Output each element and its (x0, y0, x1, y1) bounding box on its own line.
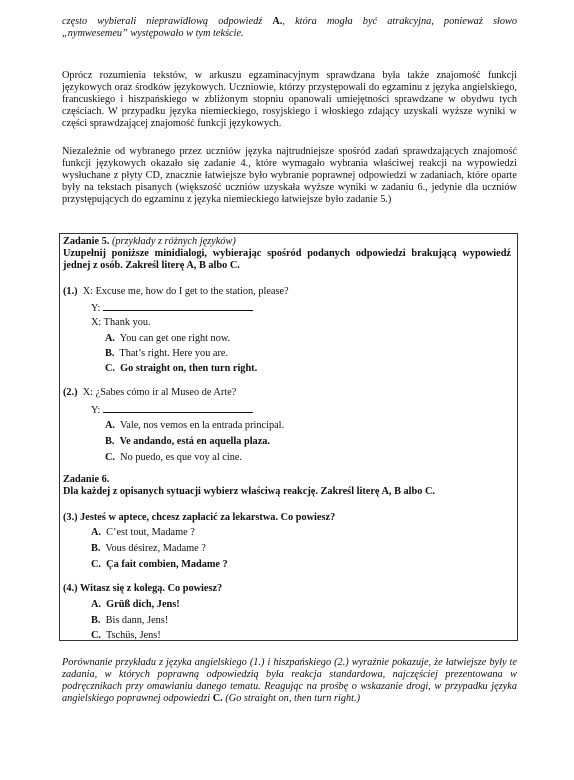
conclusion-text-b: (Go straight on, then turn right.) (222, 693, 361, 704)
q4-option-a-letter: A. (91, 599, 102, 610)
q3-option-c (91, 559, 228, 571)
intro-p0-line2: „nymwesemeu” występowało w tym tekście. (62, 28, 244, 39)
q4-option-a (91, 599, 180, 611)
q4-option-b-text: Bis dann, Jens! (105, 615, 169, 626)
q4-option-c-letter: C. (91, 630, 102, 641)
task6-instruction: Dla każdej z opisanych sytuacji wybierz właściwą reakcję. Zakreśl literę A, B albo C. (63, 486, 435, 497)
q2-option-c-letter: C. (105, 452, 116, 463)
q4-option-c (91, 630, 161, 642)
q1-option-a-text: You can get one right now. (119, 333, 231, 344)
intro-paragraph-1: Oprócz rozumienia tekstów, w arkuszu egzaminacyjnym sprawdzana była także znajomość funkcji językowych oraz środków językowych. Uczniowie, którzy przystępowali do egzaminu z języka angielskiego, francuskiego i hiszpańskiego w zbliżonym stopniu opanowali umiejętności sprawdzane w obydwu tych częściach. W przypadku języka niemieckiego, rosyjskiego i włoskiego zdający uzyskali wyższe wyniki w części sprawdzającej znajomość funkcji językowych. (62, 70, 517, 129)
q1-line-x2: X: Thank you. (91, 317, 151, 328)
intro-paragraph-0 (62, 16, 517, 42)
q4-option-c-text: Tschüs, Jens! (105, 630, 161, 641)
q3-option-a-letter: A. (91, 527, 102, 538)
intro-p0-line1 (62, 16, 517, 28)
q2-option-b-text: Ve andando, está en aquella plaza. (119, 436, 270, 447)
q2-y-label: Y: (91, 405, 101, 416)
q3-option-b (91, 543, 206, 555)
q1-number: (1.) (63, 286, 78, 297)
q1-line-y (91, 301, 253, 315)
q2-x-text: X: ¿Sabes cómo ir al Museo de Arte? (82, 387, 237, 398)
q2-option-a-text: Vale, nos vemos en la entrada principal. (119, 420, 285, 431)
q1-line-x (63, 286, 289, 298)
q2-option-a (105, 420, 284, 432)
q3-option-a-text: C’est tout, Madame ? (106, 527, 195, 538)
intro-paragraph-2: Niezależnie od wybranego przez uczniów języka najtrudniejsze spośród zadań sprawdzających znajomość funkcji językowych okazało się zadanie 4., które wymagało wybrania właściwej reakcji na wypowiedzi wysłuchane z płyty CD, znacznie łatwiejsze było wybranie poprawnej odpowiedzi w zadaniach, które oparte były na tekstach pisanych (większość uczniów uzyskała wyższe wyniki w zadaniu 6., jedynie dla uczniów przystępujących do egzaminu z języka niemieckiego łatwiejsze było zadanie 5.) (62, 146, 517, 205)
conclusion-paragraph (62, 657, 517, 705)
task5-instruction: Uzupełnij poniższe minidialogi, wybierając spośród podanych odpowiedzi brakującą wypowiedź jednej z osób. Zakreśl literę A, B albo C. (63, 248, 511, 271)
q1-option-b-text: That’s right. Here you are. (119, 348, 229, 359)
q1-y-label: Y: (91, 303, 101, 314)
task5-heading (63, 236, 236, 248)
q3-prompt: (3.) Jesteś w aptece, chcesz zapłacić za lekarstwa. Co powiesz? (63, 512, 336, 523)
q2-line-y (91, 403, 253, 417)
q3-option-a (91, 527, 195, 539)
intro-p0-text-b: , która mogła być atrakcyjna, ponieważ słowo (282, 16, 517, 27)
q1-option-a (105, 333, 230, 345)
q2-option-b (105, 436, 270, 448)
q2-line-x (63, 387, 236, 399)
q2-option-c (105, 452, 242, 464)
q4-option-a-text: Grüß dich, Jens! (106, 599, 180, 610)
q4-prompt: (4.) Witasz się z kolegą. Co powiesz? (63, 583, 223, 594)
task6-title: Zadanie 6. (63, 474, 110, 485)
q4-option-b (91, 615, 168, 627)
intro-p0-text-a: często wybierali nieprawidłową odpowiedź (62, 16, 273, 27)
q2-option-b-letter: B. (105, 436, 115, 447)
q1-option-c (105, 363, 257, 375)
examples-box (59, 233, 518, 641)
q1-option-b (105, 348, 228, 360)
q3-option-b-letter: B. (91, 543, 101, 554)
q2-answer-blank (103, 403, 253, 413)
q1-option-c-letter: C. (105, 363, 116, 374)
task5-title: Zadanie 5. (63, 236, 110, 247)
conclusion-text-a: Porównanie przykładu z języka angielskiego (1.) i hiszpańskiego (2.) wyraźnie pokazuje, że łatwiejsze były te zadania, w których poprawną odpowiedzią była reakcja standardowa, najczęściej prezentowana w podręcznikach przy omawianiu danego tematu. Reagując na prośbę o wskazanie drogi, w przypadku języka angielskiego poprawnej odpowiedzi (62, 657, 517, 704)
q2-option-c-text: No puedo, es que voy al cine. (120, 452, 242, 463)
q1-option-a-letter: A. (105, 333, 116, 344)
q1-x-text: X: Excuse me, how do I get to the station, please? (82, 286, 289, 297)
q1-answer-blank (103, 301, 253, 311)
task5-title-note: (przykłady z różnych języków) (111, 236, 236, 247)
q2-option-a-letter: A. (105, 420, 116, 431)
conclusion-bold: C. (212, 693, 223, 704)
q4-option-b-letter: B. (91, 615, 101, 626)
q3-option-c-text: Ça fait combien, Madame ? (106, 559, 228, 570)
q2-number: (2.) (63, 387, 78, 398)
q3-option-b-text: Vous désirez, Madame ? (105, 543, 206, 554)
q1-option-c-text: Go straight on, then turn right. (120, 363, 258, 374)
q1-option-b-letter: B. (105, 348, 115, 359)
intro-p0-bold: A. (272, 16, 283, 27)
q3-option-c-letter: C. (91, 559, 102, 570)
